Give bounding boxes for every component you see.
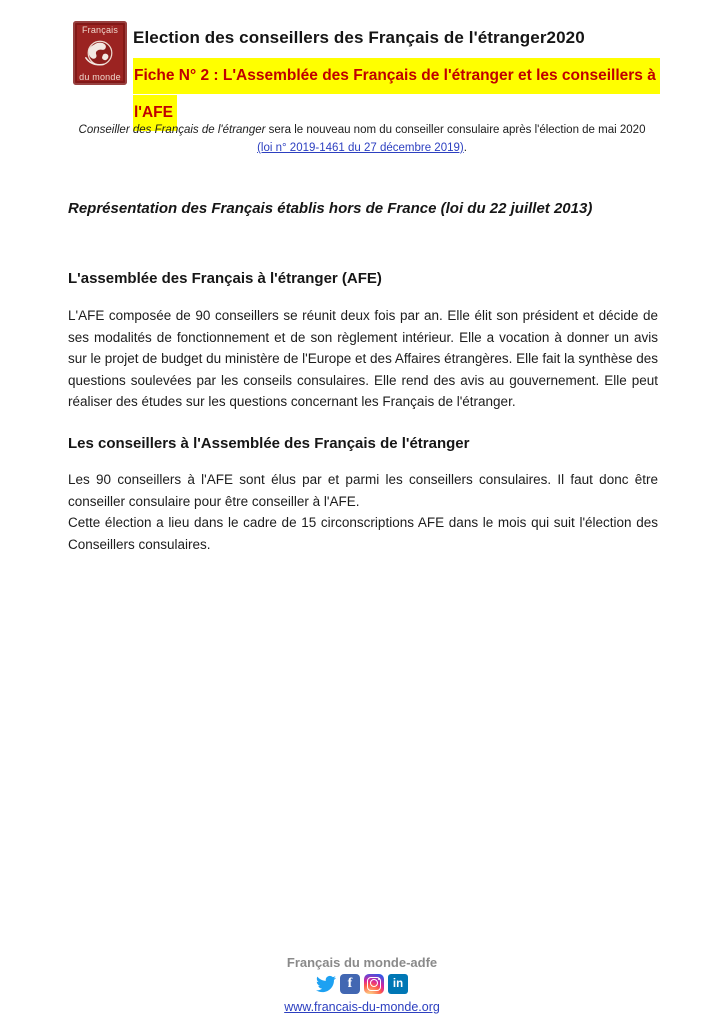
- conseillers-paragraph-line1: Les 90 conseillers à l'AFE sont élus par et parmi les conseillers consulaires. Il faut donc être conseiller consulaire pour être conseiller à l'AFE.: [68, 472, 658, 509]
- conseillers-section-paragraph: [68, 469, 658, 555]
- website-link[interactable]: www.francais-du-monde.org: [284, 1000, 440, 1014]
- twitter-icon[interactable]: [316, 974, 336, 994]
- afe-section-paragraph: L'AFE composée de 90 conseillers se réunit deux fois par an. Elle élit son président et décide de ses modalités de fonctionnement et de son règlement intérieur. Elle a vocation à donner un avis sur le projet de budget du ministère de l'Europe et des Affaires étrangères. Elle fait la synthèse des questions soulevées par les conseils consulaires. Elle rend des avis au gouvernement. Elle peut réaliser des études sur les questions concernant les Français de l'étranger.: [68, 308, 658, 409]
- representation-heading: Représentation des Français établis hors de France (loi du 22 juillet 2013): [68, 200, 593, 217]
- fiche-subtitle-line2: l'AFE: [133, 95, 177, 131]
- fiche-subtitle-line1: Fiche N° 2 : L'Assemblée des Français de l'étranger et les conseillers à: [133, 58, 660, 94]
- logo-text-bottom: du monde: [79, 72, 121, 82]
- document-footer: [0, 955, 724, 1016]
- law-reference-link[interactable]: (loi n° 2019-1461 du 27 décembre 2019): [257, 142, 464, 154]
- intro-note-italic: Conseiller des Français de l'étranger: [78, 124, 266, 136]
- intro-note-text: sera le nouveau nom du conseiller consulaire après l'élection de mai 2020: [265, 124, 646, 136]
- intro-note: [0, 121, 724, 157]
- facebook-icon[interactable]: f: [340, 974, 360, 994]
- instagram-camera-glyph: [367, 977, 381, 991]
- logo-text-top: Français: [81, 25, 119, 35]
- document-title: Election des conseillers des Français de l'étranger2020: [133, 28, 585, 47]
- social-icons-row: [0, 973, 724, 994]
- footer-brand: Français du monde-adfe: [286, 955, 438, 970]
- instagram-icon[interactable]: [364, 974, 384, 994]
- linkedin-icon[interactable]: in: [388, 974, 408, 994]
- intro-note-period: .: [463, 142, 467, 154]
- globe-icon: [83, 37, 117, 71]
- conseillers-paragraph-line2: Cette élection a lieu dans le cadre de 15 circonscriptions AFE dans le mois qui suit l'élection des Conseillers consulaires.: [68, 515, 658, 552]
- conseillers-section-heading: Les conseillers à l'Assemblée des Français de l'étranger: [68, 435, 470, 452]
- afe-section-heading: L'assemblée des Français à l'étranger (AFE): [68, 270, 382, 287]
- francais-du-monde-logo: [73, 21, 127, 85]
